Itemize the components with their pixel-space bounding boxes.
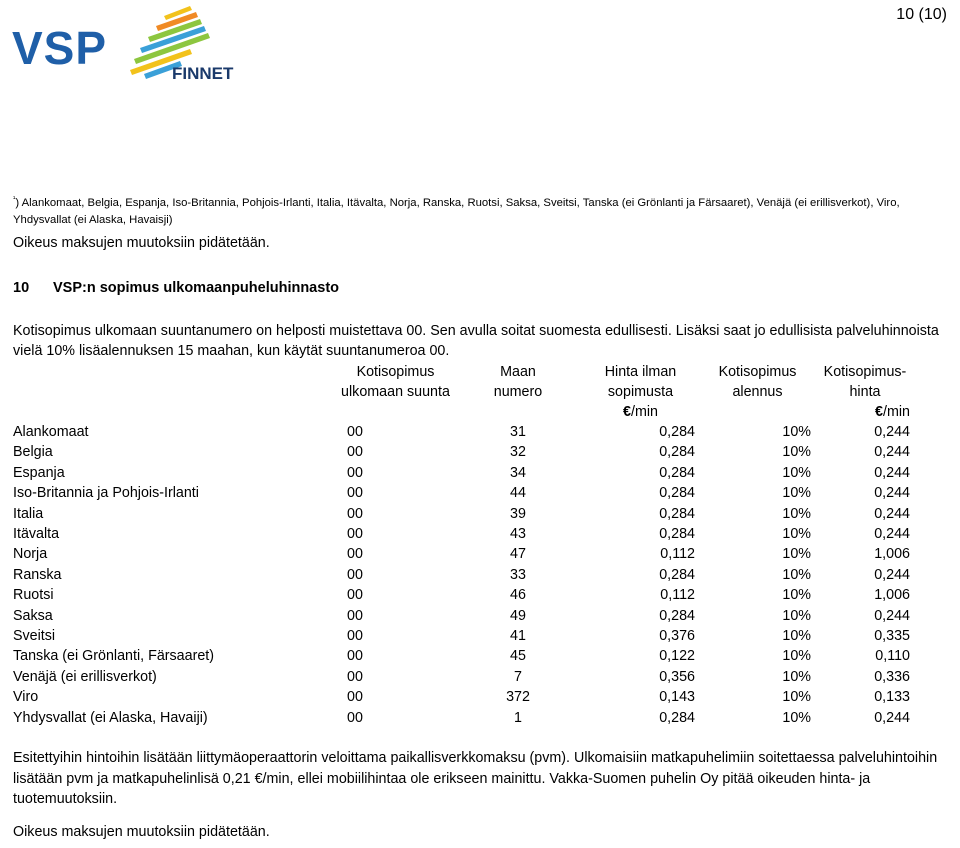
section-number: 10 — [13, 280, 30, 296]
cell-country: Iso-Britannia ja Pohjois-Irlanti — [13, 485, 199, 502]
cell-home-price: 0,244 — [874, 424, 910, 440]
logo-vsp-text: VSP — [12, 22, 108, 74]
table-row — [10, 504, 910, 524]
cell-country-number: 39 — [510, 505, 526, 522]
cell-discount: 10% — [782, 607, 811, 624]
table-row — [10, 442, 910, 462]
cell-country: Norja — [13, 546, 48, 563]
cell-home-price: 0,244 — [874, 709, 910, 726]
cell-country-number: 7 — [514, 668, 522, 685]
cell-price: 0,284 — [659, 464, 695, 481]
cell-price: 0,284 — [659, 505, 695, 522]
cell-home-price: 0,244 — [874, 485, 910, 502]
cell-direction-code: 00 — [347, 464, 363, 481]
header-price-without-label: Hinta ilman sopimusta — [604, 364, 677, 400]
table-row — [10, 544, 910, 564]
cell-country-number: 46 — [510, 587, 526, 604]
cell-country-number: 47 — [510, 546, 526, 563]
cell-country-number: 372 — [506, 689, 530, 706]
cell-price: 0,112 — [660, 546, 695, 563]
table-row — [10, 606, 910, 626]
cell-direction-code: 00 — [347, 607, 363, 624]
cell-country: Viro — [13, 689, 39, 706]
cell-country-number: 43 — [510, 526, 526, 543]
section-title: VSP:n sopimus ulkomaanpuheluhinnasto — [53, 280, 339, 296]
table-row — [10, 585, 910, 605]
logo-finnet-text: FINNET — [172, 64, 234, 83]
cell-price: 0,284 — [659, 444, 695, 461]
cell-home-price: 0,244 — [874, 444, 910, 461]
cell-direction-code: 00 — [347, 648, 363, 665]
cell-country: Itävalta — [13, 526, 60, 543]
price-table — [10, 362, 910, 728]
table-row — [10, 463, 910, 483]
header-home-price-label: Kotisopimus-hinta — [823, 364, 907, 400]
cell-price: 0,356 — [659, 668, 695, 685]
header-country-number: Maan numero — [493, 364, 543, 400]
cell-direction-code: 00 — [347, 526, 363, 543]
cell-country-number: 44 — [510, 485, 526, 502]
cell-discount: 10% — [782, 546, 811, 563]
intro-paragraph: Kotisopimus ulkomaan suuntanumero on helposti muistettava 00. Sen avulla soitat suomesta edullisesti. Lisäksi saat jo edullisista palveluhinnoista vielä 10% lisäalennuksen 15 maahan, kun käytät suuntanumeroa 00. — [13, 323, 939, 359]
footnote-marker: ¹ — [13, 196, 16, 203]
cell-country: Alankomaat — [13, 424, 89, 440]
cell-direction-code: 00 — [347, 628, 363, 645]
cell-direction-code: 00 — [347, 546, 363, 563]
cell-home-price: 0,244 — [874, 566, 910, 583]
cell-home-price: 0,244 — [874, 607, 910, 624]
cell-home-price: 0,336 — [874, 668, 910, 685]
cell-discount: 10% — [782, 444, 811, 461]
cell-country-number: 49 — [510, 607, 526, 624]
cell-discount: 10% — [782, 505, 811, 522]
cell-home-price: 0,133 — [874, 689, 910, 706]
cell-home-price: 0,335 — [874, 628, 910, 645]
cell-direction-code: 00 — [347, 485, 363, 502]
cell-price: 0,284 — [659, 607, 695, 624]
rights-reserved-bottom: Oikeus maksujen muutoksiin pidätetään. — [13, 824, 270, 840]
rights-reserved-top: Oikeus maksujen muutoksiin pidätetään. — [13, 235, 270, 251]
cell-country-number: 34 — [510, 464, 526, 481]
cell-country-number: 32 — [510, 444, 526, 461]
price-table-header — [10, 362, 910, 422]
cell-direction-code: 00 — [347, 689, 363, 706]
table-row — [10, 667, 910, 687]
cell-discount: 10% — [782, 628, 811, 645]
cell-discount: 10% — [782, 464, 811, 481]
cell-country: Espanja — [13, 464, 65, 481]
euro-icon: € — [623, 404, 631, 420]
cell-country: Belgia — [13, 444, 53, 461]
cell-discount: 10% — [782, 566, 811, 583]
cell-price: 0,376 — [659, 628, 695, 645]
cell-country-number: 41 — [510, 628, 526, 645]
table-row — [10, 524, 910, 544]
cell-home-price: 0,110 — [875, 648, 910, 665]
cell-direction-code: 00 — [347, 587, 363, 604]
cell-discount: 10% — [782, 587, 811, 604]
cell-discount: 10% — [782, 668, 811, 685]
table-row — [10, 708, 910, 728]
header-home-price — [814, 362, 910, 422]
cell-price: 0,284 — [659, 709, 695, 726]
cell-price: 0,143 — [659, 689, 695, 706]
cell-country-number: 31 — [510, 424, 526, 440]
cell-direction-code: 00 — [347, 424, 363, 440]
cell-discount: 10% — [782, 424, 811, 440]
cell-country: Saksa — [13, 607, 53, 624]
table-row — [10, 565, 910, 585]
cell-home-price: 0,244 — [874, 526, 910, 543]
cell-home-price: 0,244 — [874, 505, 910, 522]
header-direction: Kotisopimus ulkomaan suunta — [341, 364, 450, 400]
cell-discount: 10% — [782, 648, 811, 665]
cell-direction-code: 00 — [347, 444, 363, 461]
table-row — [10, 687, 910, 707]
cell-price: 0,284 — [659, 424, 695, 440]
euro-icon: € — [875, 404, 883, 420]
cell-country-number: 45 — [510, 648, 526, 665]
cell-country: Ranska — [13, 566, 62, 583]
vsp-finnet-logo — [12, 4, 262, 88]
header-price-without-unit: /min — [630, 404, 658, 420]
cell-discount: 10% — [782, 709, 811, 726]
table-row — [10, 483, 910, 503]
cell-discount: 10% — [782, 526, 811, 543]
cell-direction-code: 00 — [347, 668, 363, 685]
header-country — [10, 362, 335, 422]
table-row — [10, 422, 910, 442]
cell-price: 0,122 — [659, 648, 695, 665]
cell-direction-code: 00 — [347, 505, 363, 522]
cell-country-number: 1 — [514, 709, 522, 726]
cell-country: Yhdysvallat (ei Alaska, Havaiji) — [13, 709, 208, 726]
cell-home-price: 0,244 — [874, 464, 910, 481]
footnote — [13, 191, 948, 229]
cell-price: 0,284 — [659, 566, 695, 583]
header-price-without — [580, 362, 701, 422]
cell-direction-code: 00 — [347, 709, 363, 726]
cell-country: Sveitsi — [13, 628, 56, 645]
footer-note: Esitettyihin hintoihin lisätään liittymäoperaattorin veloittama paikallisverkkomaksu (pvm). Ulkomaisiin matkapuhelimiin soitettaessa palveluhintoihin lisätään pvm ja matkapuhelinlisä 0,21 €/min, ellei mobiilihintaa ole erikseen mainittu. Vakka-Suomen puhelin Oy pitää oikeuden hinta- ja tuotemuutoksiin. — [13, 750, 938, 807]
cell-country: Ruotsi — [13, 587, 54, 604]
page-number: 10 (10) — [896, 6, 947, 23]
table-row — [10, 626, 910, 646]
cell-direction-code: 00 — [347, 566, 363, 583]
cell-country: Venäjä (ei erillisverkot) — [13, 668, 157, 685]
section-heading — [13, 280, 339, 296]
cell-discount: 10% — [782, 485, 811, 502]
cell-price: 0,284 — [659, 485, 695, 502]
cell-country: Tanska (ei Grönlanti, Färsaaret) — [13, 648, 215, 665]
footnote-text: ) Alankomaat, Belgia, Espanja, Iso-Britannia, Pohjois-Irlanti, Italia, Itävalta, Norja, Ranska, Ruotsi, Saksa, Sveitsi, Tanska (ei Grönlanti ja Färsaaret), Venäjä (ei erillisverkot), Viro, Yhdysvallat (ei Alaska, Havaisji) — [13, 196, 900, 226]
header-discount: Kotisopimus alennus — [718, 364, 797, 400]
cell-country: Italia — [13, 505, 44, 522]
cell-home-price: 1,006 — [874, 546, 910, 563]
header-home-price-unit: /min — [882, 404, 910, 420]
cell-price: 0,112 — [660, 587, 695, 604]
cell-price: 0,284 — [659, 526, 695, 543]
cell-discount: 10% — [782, 689, 811, 706]
cell-country-number: 33 — [510, 566, 526, 583]
cell-home-price: 1,006 — [874, 587, 910, 604]
table-row — [10, 646, 910, 666]
